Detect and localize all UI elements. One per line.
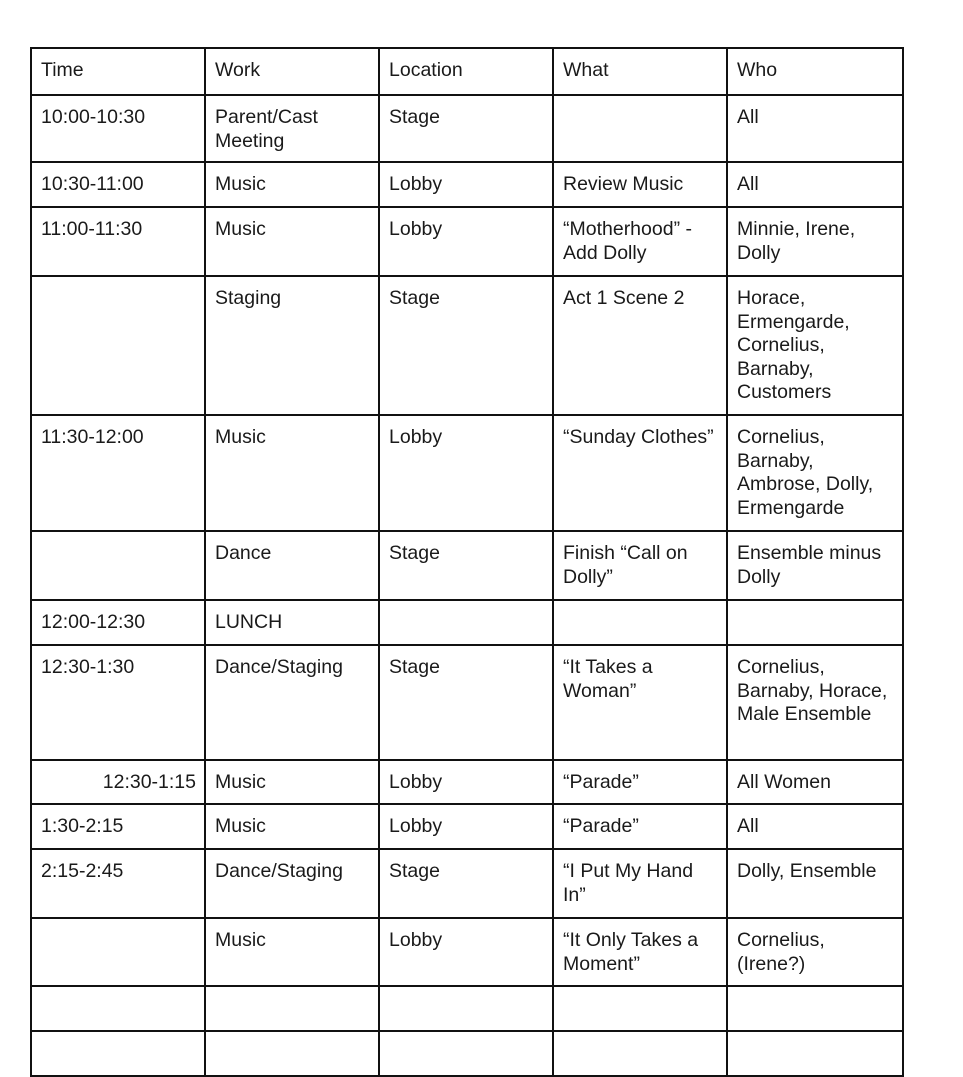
cell-what: “Sunday Clothes”: [553, 415, 727, 531]
cell-time: [31, 531, 205, 600]
cell-time: [31, 918, 205, 986]
cell-time: 2:15-2:45: [31, 849, 205, 918]
cell-time: 12:00-12:30: [31, 600, 205, 645]
cell-location: Lobby: [379, 918, 553, 986]
cell-location: Lobby: [379, 804, 553, 849]
cell-work: Music: [205, 760, 379, 804]
cell-time: 11:00-11:30: [31, 207, 205, 276]
cell-work: Music: [205, 415, 379, 531]
table-row: [31, 531, 903, 600]
cell-time: [31, 276, 205, 415]
cell-work: Staging: [205, 276, 379, 415]
cell-what: Finish “Call on Dolly”: [553, 531, 727, 600]
table-row: [31, 207, 903, 276]
table-row: [31, 95, 903, 162]
cell-what: [553, 1031, 727, 1076]
cell-who: All: [727, 162, 903, 207]
cell-what: “Motherhood” - Add Dolly: [553, 207, 727, 276]
cell-location: [379, 986, 553, 1031]
cell-time: 10:00-10:30: [31, 95, 205, 162]
table-row: [31, 276, 903, 415]
cell-work: Dance/Staging: [205, 645, 379, 760]
cell-location: [379, 1031, 553, 1076]
cell-location: Stage: [379, 276, 553, 415]
cell-location: Stage: [379, 849, 553, 918]
cell-work: Parent/Cast Meeting: [205, 95, 379, 162]
cell-who: Cornelius, (Irene?): [727, 918, 903, 986]
cell-time: [31, 1031, 205, 1076]
cell-what: “I Put My Hand In”: [553, 849, 727, 918]
cell-what: “It Only Takes a Moment”: [553, 918, 727, 986]
table-row: [31, 415, 903, 531]
header-who: Who: [727, 48, 903, 95]
cell-work: LUNCH: [205, 600, 379, 645]
cell-who: Ensemble minus Dolly: [727, 531, 903, 600]
cell-who: [727, 1031, 903, 1076]
cell-who: All: [727, 804, 903, 849]
cell-work: Music: [205, 162, 379, 207]
cell-time: [31, 986, 205, 1031]
schedule-table: [30, 47, 904, 1077]
cell-location: [379, 600, 553, 645]
cell-who: Cornelius, Barnaby, Horace, Male Ensemble: [727, 645, 903, 760]
table-row: [31, 645, 903, 760]
cell-who: Minnie, Irene, Dolly: [727, 207, 903, 276]
cell-work: [205, 986, 379, 1031]
table-row: [31, 849, 903, 918]
cell-who: Cornelius, Barnaby, Ambrose, Dolly, Ermengarde: [727, 415, 903, 531]
cell-location: Stage: [379, 95, 553, 162]
table-row-empty: [31, 1031, 903, 1076]
cell-location: Lobby: [379, 415, 553, 531]
header-what: What: [553, 48, 727, 95]
cell-time: 12:30-1:15: [31, 760, 205, 804]
table-row: [31, 600, 903, 645]
cell-who: All Women: [727, 760, 903, 804]
header-work: Work: [205, 48, 379, 95]
cell-what: [553, 95, 727, 162]
table-row: [31, 918, 903, 986]
header-row: [31, 48, 903, 95]
cell-who: Horace, Ermengarde, Cornelius, Barnaby, Customers: [727, 276, 903, 415]
cell-work: Music: [205, 207, 379, 276]
cell-what: [553, 986, 727, 1031]
cell-who: [727, 986, 903, 1031]
cell-who: Dolly, Ensemble: [727, 849, 903, 918]
cell-what: Act 1 Scene 2: [553, 276, 727, 415]
table-row: [31, 760, 903, 804]
cell-what: “Parade”: [553, 804, 727, 849]
cell-location: Stage: [379, 645, 553, 760]
cell-what: “Parade”: [553, 760, 727, 804]
cell-what: Review Music: [553, 162, 727, 207]
cell-work: Dance: [205, 531, 379, 600]
header-location: Location: [379, 48, 553, 95]
table-row: [31, 804, 903, 849]
cell-time: 12:30-1:30: [31, 645, 205, 760]
cell-work: [205, 1031, 379, 1076]
table-row: [31, 162, 903, 207]
cell-time: 11:30-12:00: [31, 415, 205, 531]
cell-who: All: [727, 95, 903, 162]
cell-location: Lobby: [379, 207, 553, 276]
cell-what: “It Takes a Woman”: [553, 645, 727, 760]
cell-time: 10:30-11:00: [31, 162, 205, 207]
cell-location: Lobby: [379, 760, 553, 804]
header-time: Time: [31, 48, 205, 95]
cell-work: Music: [205, 918, 379, 986]
table-row-empty: [31, 986, 903, 1031]
cell-work: Dance/Staging: [205, 849, 379, 918]
cell-work: Music: [205, 804, 379, 849]
cell-time: 1:30-2:15: [31, 804, 205, 849]
cell-who: [727, 600, 903, 645]
cell-location: Stage: [379, 531, 553, 600]
cell-what: [553, 600, 727, 645]
cell-location: Lobby: [379, 162, 553, 207]
